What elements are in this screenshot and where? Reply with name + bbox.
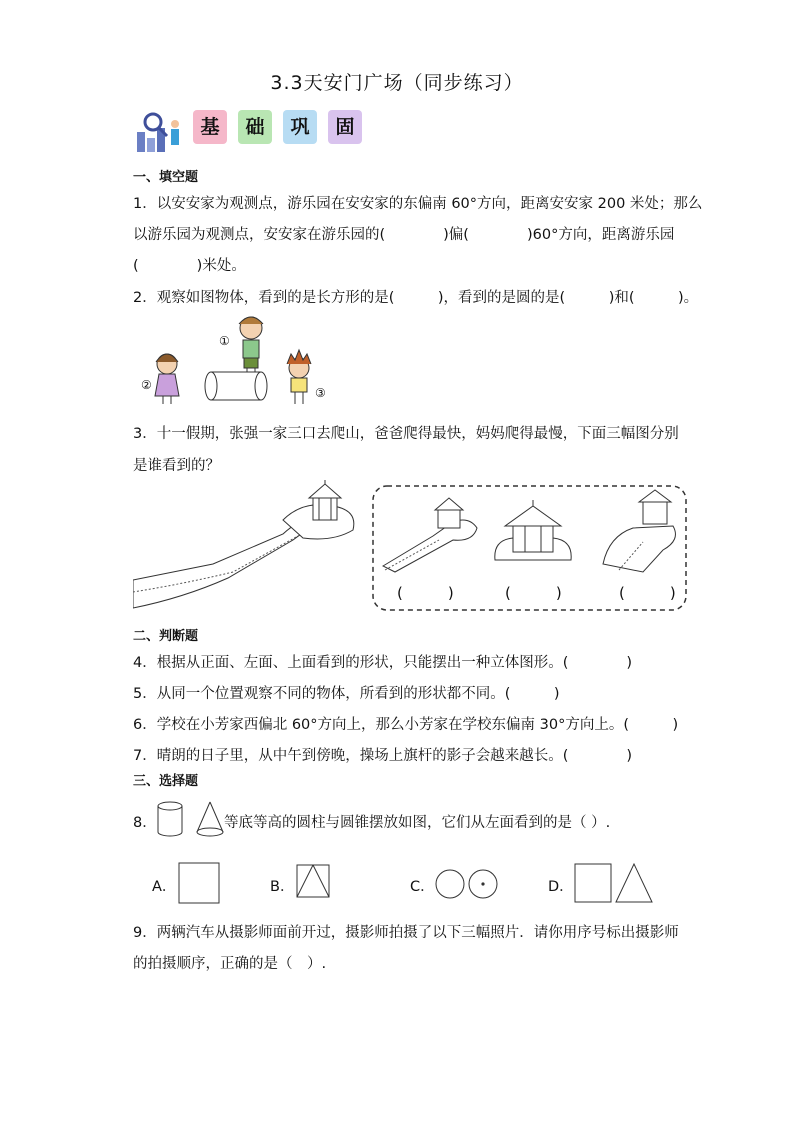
q1-line1: 1．以安安家为观测点，游乐园在安安家的东偏南 60°方向，距离安安家 200 米处；那么 — [133, 196, 703, 212]
q8-option-d-label[interactable]: D． — [548, 879, 574, 895]
q8-option-c-figure[interactable] — [434, 868, 500, 900]
section-banner — [133, 110, 373, 154]
q3-line2: 是谁看到的？ — [133, 458, 220, 474]
view-3-figure — [603, 490, 675, 572]
page-title: 3.3天安门广场（同步练习） — [270, 72, 524, 94]
section-fill-heading: 一、填空题 — [133, 170, 199, 185]
magnifier-illustration — [133, 110, 189, 154]
q8-solids-figure — [155, 800, 225, 840]
horizontal-cylinder — [205, 372, 267, 400]
view-2-figure — [495, 500, 571, 560]
q8-option-b-label[interactable]: B． — [270, 879, 295, 895]
q6-text: 6．学校在小芳家西偏北 60°方向上，那么小芳家在学校东偏南 30°方向上。( ) — [133, 717, 679, 733]
q3-blank-2[interactable]: ( ) — [505, 584, 562, 602]
q3-blank-3[interactable]: ( ) — [619, 584, 676, 602]
view-1-figure — [383, 498, 477, 572]
q8-number: 8． — [133, 815, 157, 831]
banner-tile-2: 础 — [238, 110, 272, 144]
q2-figure — [133, 312, 333, 412]
section-judge-heading: 二、判断题 — [133, 629, 199, 644]
q8-option-c-label[interactable]: C． — [410, 879, 435, 895]
q8-text: 等底等高的圆柱与圆锥摆放如图，它们从左面看到的是（ ）. — [224, 815, 611, 831]
banner-tile-4: 固 — [328, 110, 362, 144]
q8-option-b-figure[interactable] — [296, 864, 332, 900]
banner-tile-3: 巩 — [283, 110, 317, 144]
child-2-figure — [155, 354, 179, 404]
q8-option-a-figure[interactable] — [178, 862, 222, 904]
banner-tile-1: 基 — [193, 110, 227, 144]
q9-line1: 9．两辆汽车从摄影师面前开过，摄影师拍摄了以下三幅照片．请你用序号标出摄影师 — [133, 925, 679, 941]
child-3-label: ③ — [315, 386, 326, 400]
q3-line1: 3．十一假期，张强一家三口去爬山，爸爸爬得最快，妈妈爬得最慢，下面三幅图分别 — [133, 426, 679, 442]
child-3-figure — [287, 350, 311, 404]
q8-option-d-figure[interactable] — [574, 862, 658, 904]
q1-line2: 以游乐园为观测点，安安家在游乐园的( )偏( )60°方向，距离游乐园 — [133, 227, 675, 243]
q2-text: 2．观察如图物体，看到的是长方形的是( )，看到的是圆的是( )和( )。 — [133, 290, 699, 306]
q7-text: 7．晴朗的日子里，从中午到傍晚，操场上旗杆的影子会越来越长。( ) — [133, 748, 633, 764]
child-1-label: ① — [219, 334, 230, 348]
mountain-main — [133, 480, 354, 608]
child-1-figure — [239, 317, 263, 376]
q1-line3: ( )米处。 — [133, 258, 246, 274]
q3-figure — [133, 480, 689, 615]
child-2-label: ② — [141, 378, 152, 392]
section-choice-heading: 三、选择题 — [133, 774, 199, 789]
q8-option-a-label[interactable]: A． — [152, 879, 177, 895]
q3-blank-1[interactable]: ( ) — [397, 584, 454, 602]
q9-line2: 的拍摄顺序，正确的是（ ）. — [133, 956, 327, 972]
q4-text: 4．根据从正面、左面、上面看到的形状，只能摆出一种立体图形。( ) — [133, 655, 633, 671]
q5-text: 5．从同一个位置观察不同的物体，所看到的形状都不同。( ) — [133, 686, 560, 702]
